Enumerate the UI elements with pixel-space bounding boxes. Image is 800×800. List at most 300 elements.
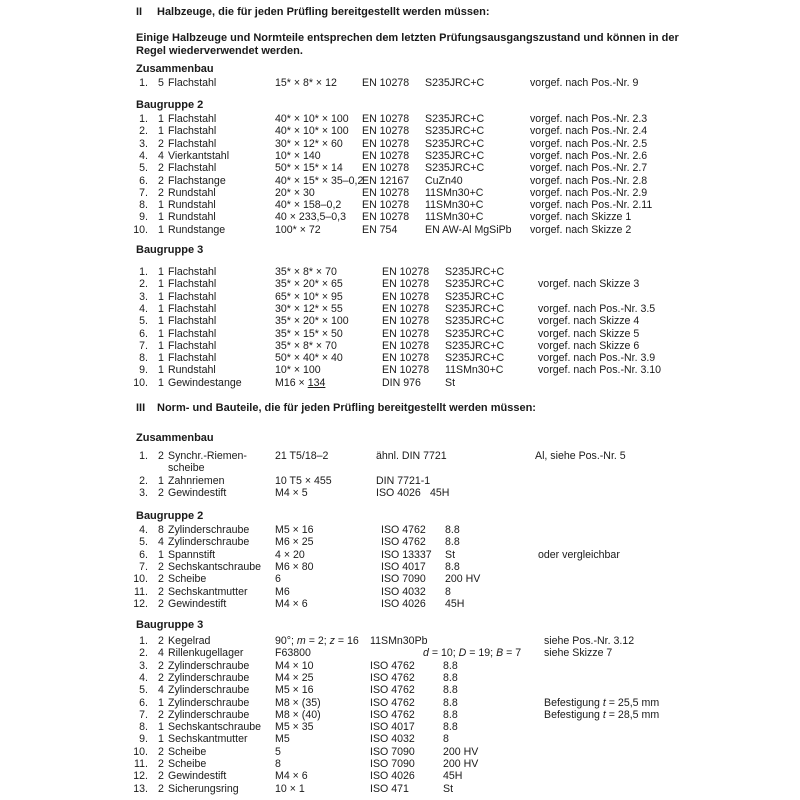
quantity: 4 bbox=[158, 684, 164, 697]
material: 45H bbox=[445, 597, 465, 610]
material: CuZn40 bbox=[425, 174, 463, 187]
table-row bbox=[0, 315, 800, 327]
part-name: Rundstange bbox=[168, 223, 226, 236]
material: 8.8 bbox=[445, 560, 460, 573]
position-number: 10. bbox=[133, 573, 148, 586]
material: 45H bbox=[430, 486, 450, 499]
dimension: 35* × 8* × 70 bbox=[275, 266, 337, 278]
remark: vorgef. nach Skizze 1 bbox=[530, 211, 632, 224]
table-row bbox=[0, 660, 800, 672]
quantity: 8 bbox=[158, 524, 164, 536]
remark: vorgef. nach Pos.-Nr. 3.9 bbox=[538, 352, 656, 365]
dimension: M16 × 134 bbox=[275, 376, 326, 389]
position-number: 4. bbox=[139, 302, 148, 315]
table-row bbox=[0, 211, 800, 223]
norm: ISO 4762 bbox=[370, 708, 415, 721]
dimension: 40* × 10* × 100 bbox=[275, 113, 349, 125]
part-name: Flachstahl bbox=[168, 278, 217, 291]
quantity: 1 bbox=[158, 339, 164, 352]
section-2-roman: II bbox=[136, 6, 143, 18]
part-name: Zahnriemen bbox=[168, 474, 225, 487]
quantity: 2 bbox=[158, 585, 164, 598]
dimension: 30* × 12* × 55 bbox=[275, 302, 343, 315]
group-title: Baugruppe 3 bbox=[136, 244, 204, 256]
dimension: 35* × 15* × 50 bbox=[275, 327, 343, 340]
quantity: 2 bbox=[158, 745, 164, 758]
norm: EN 10278 bbox=[382, 266, 430, 278]
norm: EN 10278 bbox=[382, 352, 430, 365]
material: S235JRC+C bbox=[425, 125, 485, 138]
remark: vorgef. nach Skizze 5 bbox=[538, 327, 640, 340]
remark: siehe Skizze 7 bbox=[544, 647, 613, 660]
material: EN AW-Al MgSiPb bbox=[425, 223, 512, 236]
quantity: 1 bbox=[158, 364, 164, 377]
dimension: M4 × 5 bbox=[275, 486, 308, 499]
dimension: M5 × 16 bbox=[275, 684, 314, 697]
part-name: Sechskantmutter bbox=[168, 585, 248, 598]
norm: ISO 4762 bbox=[370, 659, 415, 672]
section-3-roman: III bbox=[136, 402, 146, 414]
quantity: 2 bbox=[158, 671, 164, 684]
material: 8.8 bbox=[445, 524, 460, 536]
norm: ISO 4017 bbox=[381, 560, 426, 573]
dimension: 10 T5 × 455 bbox=[275, 474, 332, 487]
norm: EN 10278 bbox=[362, 137, 410, 150]
quantity: 1 bbox=[158, 266, 164, 278]
quantity: 1 bbox=[158, 113, 164, 125]
dimension: M4 × 25 bbox=[275, 671, 314, 684]
part-name: Flachstahl bbox=[168, 315, 217, 328]
quantity: 5 bbox=[158, 77, 164, 89]
dimension: 30* × 12* × 60 bbox=[275, 137, 343, 150]
table-row bbox=[0, 635, 800, 647]
part-name: Vierkantstahl bbox=[168, 149, 230, 162]
table-row bbox=[0, 549, 800, 561]
part-name: Rundstahl bbox=[168, 211, 216, 224]
dimension: 10* × 100 bbox=[275, 364, 321, 377]
part-name: Sechskantschraube bbox=[168, 721, 262, 734]
table-row bbox=[0, 721, 800, 733]
table-row bbox=[0, 175, 800, 187]
part-name-continuation: scheibe bbox=[168, 462, 205, 475]
part-name: Gewindestift bbox=[168, 597, 227, 610]
remark: vorgef. nach Skizze 3 bbox=[538, 278, 640, 291]
position-number: 11. bbox=[134, 585, 148, 598]
norm: EN 10278 bbox=[382, 278, 430, 291]
material: 8.8 bbox=[443, 708, 458, 721]
group-title: Baugruppe 2 bbox=[136, 510, 204, 522]
position-number: 8. bbox=[139, 721, 148, 734]
dimension: M4 × 6 bbox=[275, 597, 308, 610]
quantity: 1 bbox=[158, 302, 164, 315]
quantity: 4 bbox=[158, 149, 164, 162]
position-number: 9. bbox=[139, 211, 148, 224]
norm: EN 10278 bbox=[382, 339, 430, 352]
material: S235JRC+C bbox=[425, 113, 485, 125]
remark: vorgef. nach Pos.-Nr. 2.5 bbox=[530, 137, 648, 150]
position-number: 10. bbox=[133, 745, 148, 758]
quantity: 1 bbox=[158, 327, 164, 340]
position-number: 3. bbox=[139, 659, 148, 672]
quantity: 1 bbox=[158, 199, 164, 212]
dimension: 4 × 20 bbox=[275, 548, 305, 561]
dimension: M5 × 16 bbox=[275, 524, 314, 536]
dimension: 15* × 8* × 12 bbox=[275, 77, 337, 89]
quantity: 2 bbox=[158, 560, 164, 573]
quantity: 2 bbox=[158, 782, 164, 795]
norm: EN 10278 bbox=[362, 199, 410, 212]
position-number: 1. bbox=[139, 450, 148, 462]
table-row bbox=[0, 125, 800, 137]
material: S235JRC+C bbox=[445, 315, 505, 328]
table-row bbox=[0, 536, 800, 548]
norm: EN 10278 bbox=[362, 125, 410, 138]
part-name: Flachstahl bbox=[168, 77, 217, 89]
position-number: 11. bbox=[134, 758, 148, 770]
material: S235JRC+C bbox=[445, 327, 505, 340]
material: S235JRC+C bbox=[445, 266, 505, 278]
part-name: Flachstahl bbox=[168, 352, 217, 365]
position-number: 12. bbox=[133, 770, 148, 783]
norm: ISO 7090 bbox=[381, 573, 426, 586]
table-row bbox=[0, 647, 800, 659]
remark: vorgef. nach Pos.-Nr. 2.3 bbox=[530, 113, 648, 125]
position-number: 13. bbox=[133, 782, 148, 795]
part-name: Zylinderschraube bbox=[168, 659, 250, 672]
part-name: Flachstahl bbox=[168, 327, 217, 340]
section-2-note-line2: Regel wiederverwendet werden. bbox=[136, 45, 303, 57]
dimension: M8 × (35) bbox=[275, 696, 321, 709]
material: S235JRC+C bbox=[445, 339, 505, 352]
part-name: Gewindestange bbox=[168, 376, 242, 389]
dimension: M8 × (40) bbox=[275, 708, 321, 721]
dimension: 35* × 20* × 100 bbox=[275, 315, 349, 328]
section-2-title: Halbzeuge, die für jeden Prüfling bereitgestellt werden müssen: bbox=[157, 6, 490, 18]
norm: ISO 471 bbox=[370, 782, 409, 795]
material: S235JRC+C bbox=[445, 278, 505, 291]
material: S235JRC+C bbox=[425, 149, 485, 162]
part-name: Gewindestift bbox=[168, 486, 227, 499]
table-row bbox=[0, 364, 800, 376]
remark: vorgef. nach Pos.-Nr. 2.9 bbox=[530, 186, 648, 199]
quantity: 2 bbox=[158, 597, 164, 610]
position-number: 10. bbox=[133, 376, 148, 389]
remark: vorgef. nach Skizze 2 bbox=[530, 223, 632, 236]
norm: EN 10278 bbox=[362, 149, 410, 162]
quantity: 2 bbox=[158, 708, 164, 721]
table-row bbox=[0, 524, 800, 536]
part-name: Zylinderschraube bbox=[168, 536, 250, 549]
quantity: 1 bbox=[158, 211, 164, 224]
table-row bbox=[0, 684, 800, 696]
norm: ähnl. DIN 7721 bbox=[376, 450, 447, 462]
part-name: Zylinderschraube bbox=[168, 524, 250, 536]
table-row bbox=[0, 150, 800, 162]
table-row bbox=[0, 746, 800, 758]
part-name: Gewindestift bbox=[168, 770, 227, 783]
norm: EN 10278 bbox=[382, 302, 430, 315]
dimension: M5 × 35 bbox=[275, 721, 314, 734]
table-row bbox=[0, 783, 800, 795]
norm: ISO 4762 bbox=[370, 671, 415, 684]
position-number: 9. bbox=[139, 733, 148, 746]
quantity: 2 bbox=[158, 450, 164, 462]
quantity: 1 bbox=[158, 548, 164, 561]
material: 8.8 bbox=[443, 696, 458, 709]
norm: EN 10278 bbox=[382, 364, 430, 377]
part-name: Rundstahl bbox=[168, 199, 216, 212]
position-number: 6. bbox=[139, 327, 148, 340]
part-name: Flachstahl bbox=[168, 162, 217, 175]
material: 8.8 bbox=[443, 659, 458, 672]
norm: ISO 4032 bbox=[370, 733, 415, 746]
part-name: Sicherungsring bbox=[168, 782, 239, 795]
remark: vorgef. nach Pos.-Nr. 2.8 bbox=[530, 174, 648, 187]
part-name: Kegelrad bbox=[168, 635, 211, 647]
norm: ISO 4032 bbox=[381, 585, 426, 598]
table-row bbox=[0, 598, 800, 610]
position-number: 9. bbox=[139, 364, 148, 377]
part-name: Synchr.-Riemen- bbox=[168, 450, 247, 462]
dimension: 35* × 8* × 70 bbox=[275, 339, 337, 352]
position-number: 7. bbox=[139, 186, 148, 199]
position-number: 6. bbox=[139, 174, 148, 187]
material: 45H bbox=[443, 770, 463, 783]
group-title: Zusammenbau bbox=[136, 432, 214, 444]
norm: EN 10278 bbox=[382, 290, 430, 303]
part-name: Flachstahl bbox=[168, 113, 217, 125]
position-number: 8. bbox=[139, 352, 148, 365]
table-row bbox=[0, 573, 800, 585]
dimension: 100* × 72 bbox=[275, 223, 321, 236]
dimension: 40 × 233,5–0,3 bbox=[275, 211, 346, 224]
dimension: 50* × 15* × 14 bbox=[275, 162, 343, 175]
section-3-title: Norm- und Bauteile, die für jeden Prüfling bereitgestellt werden müssen: bbox=[157, 402, 536, 414]
norm: ISO 4762 bbox=[381, 524, 426, 536]
group-title: Baugruppe 3 bbox=[136, 619, 204, 631]
position-number: 3. bbox=[139, 486, 148, 499]
position-number: 2. bbox=[139, 125, 148, 138]
quantity: 1 bbox=[158, 278, 164, 291]
material: S235JRC+C bbox=[445, 302, 505, 315]
remark: vorgef. nach Pos.-Nr. 2.4 bbox=[530, 125, 648, 138]
table-row bbox=[0, 758, 800, 770]
norm: EN 754 bbox=[362, 223, 398, 236]
table-row bbox=[0, 709, 800, 721]
part-name: Zylinderschraube bbox=[168, 684, 250, 697]
material: 8.8 bbox=[445, 536, 460, 549]
quantity: 1 bbox=[158, 290, 164, 303]
material: S235JRC+C bbox=[425, 162, 485, 175]
part-name: Spannstift bbox=[168, 548, 216, 561]
quantity: 1 bbox=[158, 315, 164, 328]
quantity: 1 bbox=[158, 721, 164, 734]
quantity: 2 bbox=[158, 573, 164, 586]
quantity: 2 bbox=[158, 162, 164, 175]
remark: vorgef. nach Pos.-Nr. 2.7 bbox=[530, 162, 648, 175]
norm: EN 10278 bbox=[362, 186, 410, 199]
table-row bbox=[0, 352, 800, 364]
material: 8 bbox=[443, 733, 449, 746]
material: 8.8 bbox=[443, 684, 458, 697]
norm: ISO 4762 bbox=[370, 684, 415, 697]
remark: vorgef. nach Pos.-Nr. 9 bbox=[530, 77, 639, 89]
table-row bbox=[0, 377, 800, 389]
part-name: Flachstahl bbox=[168, 266, 217, 278]
norm: ISO 4026 bbox=[376, 486, 421, 499]
dimension: 90°; m = 2; z = 16 bbox=[275, 635, 359, 647]
table-row bbox=[0, 697, 800, 709]
dimension: M6 × 80 bbox=[275, 560, 314, 573]
position-number: 3. bbox=[139, 137, 148, 150]
remark: vorgef. nach Pos.-Nr. 3.5 bbox=[538, 302, 656, 315]
part-name: Rundstahl bbox=[168, 186, 216, 199]
position-number: 10. bbox=[133, 223, 148, 236]
norm: ISO 4762 bbox=[381, 536, 426, 549]
dimension: M5 bbox=[275, 733, 290, 746]
position-number: 1. bbox=[139, 113, 148, 125]
material: S235JRC+C bbox=[425, 137, 485, 150]
norm: ISO 7090 bbox=[370, 745, 415, 758]
quantity: 2 bbox=[158, 659, 164, 672]
part-name: Flachstange bbox=[168, 174, 226, 187]
dimension: 50* × 40* × 40 bbox=[275, 352, 343, 365]
position-number: 5. bbox=[139, 315, 148, 328]
remark: vorgef. nach Pos.-Nr. 2.11 bbox=[530, 199, 653, 212]
table-row bbox=[0, 672, 800, 684]
quantity: 2 bbox=[158, 635, 164, 647]
quantity: 1 bbox=[158, 223, 164, 236]
quantity: 4 bbox=[158, 647, 164, 660]
part-name: Flachstahl bbox=[168, 339, 217, 352]
table-row bbox=[0, 328, 800, 340]
table-row bbox=[0, 561, 800, 573]
position-number: 1. bbox=[139, 635, 148, 647]
table-row bbox=[0, 138, 800, 150]
remark: vorgef. nach Pos.-Nr. 2.6 bbox=[530, 149, 648, 162]
position-number: 2. bbox=[139, 474, 148, 487]
position-number: 4. bbox=[139, 671, 148, 684]
quantity: 1 bbox=[158, 125, 164, 138]
quantity: 4 bbox=[158, 536, 164, 549]
table-row bbox=[0, 278, 800, 290]
material: 200 HV bbox=[443, 758, 479, 770]
table-row bbox=[0, 113, 800, 125]
position-number: 7. bbox=[139, 339, 148, 352]
part-name: Rundstahl bbox=[168, 364, 216, 377]
dimension: 10* × 140 bbox=[275, 149, 321, 162]
material: 200 HV bbox=[443, 745, 479, 758]
dimension: M4 × 10 bbox=[275, 659, 314, 672]
part-name: Scheibe bbox=[168, 758, 207, 770]
position-number: 7. bbox=[139, 708, 148, 721]
quantity: 2 bbox=[158, 137, 164, 150]
table-row bbox=[0, 291, 800, 303]
norm: ISO 4026 bbox=[381, 597, 426, 610]
material: S235JRC+C bbox=[445, 352, 505, 365]
remark: Befestigung t = 25,5 mm bbox=[544, 696, 660, 709]
dimension: 10 × 1 bbox=[275, 782, 305, 795]
norm: ISO 7090 bbox=[370, 758, 415, 770]
table-row bbox=[0, 487, 800, 499]
quantity: 1 bbox=[158, 696, 164, 709]
dimension: M6 × 25 bbox=[275, 536, 314, 549]
quantity: 1 bbox=[158, 733, 164, 746]
position-number: 6. bbox=[139, 696, 148, 709]
position-number: 5. bbox=[139, 536, 148, 549]
part-name: Scheibe bbox=[168, 573, 207, 586]
material: 8.8 bbox=[443, 671, 458, 684]
remark: Al, siehe Pos.-Nr. 5 bbox=[535, 450, 626, 462]
section-2-note-line1: Einige Halbzeuge und Normteile entsprechen dem letzten Prüfungsausgangszustand und können in der bbox=[136, 32, 679, 44]
material: 200 HV bbox=[445, 573, 481, 586]
part-name: Scheibe bbox=[168, 745, 207, 758]
table-row bbox=[0, 162, 800, 174]
position-number: 8. bbox=[139, 199, 148, 212]
material: St bbox=[443, 782, 454, 795]
table-row bbox=[0, 733, 800, 745]
table-row bbox=[0, 77, 800, 89]
quantity: 2 bbox=[158, 174, 164, 187]
material: St bbox=[445, 548, 456, 561]
norm: EN 12167 bbox=[362, 174, 410, 187]
part-name: Zylinderschraube bbox=[168, 671, 250, 684]
table-row bbox=[0, 340, 800, 352]
part-name: Sechskantschraube bbox=[168, 560, 262, 573]
material: St bbox=[445, 376, 456, 389]
part-name: Sechskantmutter bbox=[168, 733, 248, 746]
norm: ISO 13337 bbox=[381, 548, 432, 561]
material: 8 bbox=[445, 585, 451, 598]
table-row bbox=[0, 475, 800, 487]
norm: ISO 4026 bbox=[370, 770, 415, 783]
quantity: 2 bbox=[158, 186, 164, 199]
part-name: Zylinderschraube bbox=[168, 696, 250, 709]
remark: vorgef. nach Skizze 6 bbox=[538, 339, 640, 352]
part-name: Rillenkugellager bbox=[168, 647, 244, 660]
dimension: 65* × 10* × 95 bbox=[275, 290, 343, 303]
part-name: Flachstahl bbox=[168, 290, 217, 303]
norm: EN 10278 bbox=[382, 315, 430, 328]
position-number: 1. bbox=[139, 77, 148, 89]
position-number: 2. bbox=[139, 647, 148, 660]
material: S235JRC+C bbox=[425, 77, 485, 89]
group-title: Baugruppe 2 bbox=[136, 99, 204, 111]
norm: EN 10278 bbox=[382, 327, 430, 340]
norm: ISO 4762 bbox=[370, 696, 415, 709]
dimension: 40* × 15* × 35–0,2 bbox=[275, 174, 364, 187]
position-number: 4. bbox=[139, 524, 148, 536]
group-title: Zusammenbau bbox=[136, 63, 214, 75]
dimension: 5 bbox=[275, 745, 281, 758]
dimension: 20* × 30 bbox=[275, 186, 315, 199]
quantity: 1 bbox=[158, 474, 164, 487]
dimension: M4 × 6 bbox=[275, 770, 308, 783]
position-number: 6. bbox=[139, 548, 148, 561]
position-number: 5. bbox=[139, 162, 148, 175]
table-row bbox=[0, 199, 800, 211]
dimension: 21 T5/18–2 bbox=[275, 450, 329, 462]
norm: DIN 7721-1 bbox=[376, 474, 431, 487]
part-name: Flachstahl bbox=[168, 302, 217, 315]
material: 11SMn30+C bbox=[425, 211, 484, 224]
material: 11SMn30+C bbox=[425, 199, 484, 212]
position-number: 1. bbox=[139, 266, 148, 278]
position-number: 12. bbox=[133, 597, 148, 610]
position-number: 7. bbox=[139, 560, 148, 573]
material: 11SMn30+C bbox=[425, 186, 484, 199]
table-row bbox=[0, 770, 800, 782]
